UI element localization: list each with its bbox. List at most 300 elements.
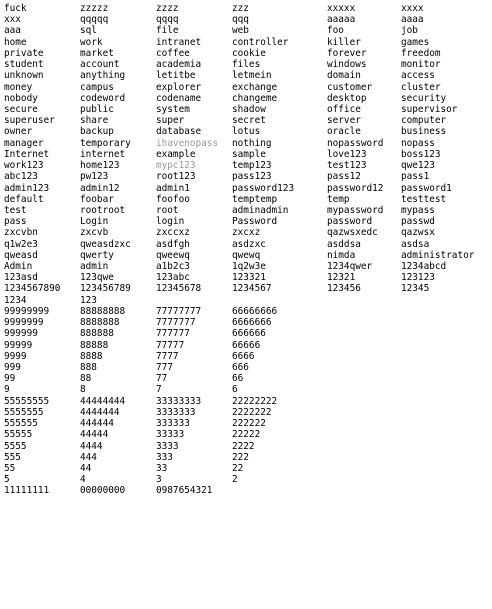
password-entry: mypass (401, 204, 435, 216)
password-entry: 555555 (4, 418, 38, 430)
password-entry (327, 396, 401, 407)
password-row (4, 115, 492, 126)
password-entry: windows (327, 59, 367, 71)
password-entry (327, 418, 401, 429)
password-entry: nopass (401, 137, 435, 149)
password-entry (401, 396, 492, 407)
password-entry: aaaaa (327, 14, 356, 26)
password-entry: letmein (232, 70, 272, 82)
password-entry: 123321 (232, 272, 266, 284)
password-entry: testtest (401, 193, 447, 205)
password-row (4, 48, 492, 59)
password-entry: 22222 (232, 429, 261, 441)
password-entry: asddsa (327, 238, 361, 250)
password-entry: system (156, 103, 190, 115)
password-entry (232, 295, 327, 306)
password-entry: password12 (327, 182, 384, 194)
password-entry: temptemp (232, 193, 278, 205)
password-entry: desktop (327, 92, 367, 104)
password-entry: 1234abcd (401, 261, 447, 273)
password-row (4, 474, 492, 485)
password-entry: domain (327, 70, 361, 82)
password-row (4, 384, 492, 395)
password-entry: 66666 (232, 339, 261, 351)
password-entry: nobody (4, 92, 38, 104)
password-entry: 123123 (401, 272, 435, 284)
password-entry (401, 351, 492, 362)
password-entry: 2 (232, 474, 238, 486)
password-entry: Admin (4, 261, 33, 273)
password-entry (401, 373, 492, 384)
password-entry: owner (4, 126, 33, 138)
password-entry (327, 485, 401, 496)
password-entry: asdfgh (156, 238, 190, 250)
password-entry: zzzzz (80, 3, 109, 14)
password-entry: aaaa (401, 14, 424, 26)
password-entry: money (4, 81, 33, 93)
password-row (4, 340, 492, 351)
password-entry: 88888 (80, 339, 109, 351)
password-entry: manager (4, 137, 44, 149)
password-entry: qweewq (156, 249, 190, 261)
password-entry (327, 362, 401, 373)
password-entry: 333333 (156, 418, 190, 430)
password-entry (401, 317, 492, 328)
password-entry (327, 306, 401, 317)
password-entry: 9999999 (4, 317, 44, 329)
password-row (4, 317, 492, 328)
password-entry: 66 (232, 373, 244, 385)
password-row (4, 306, 492, 317)
password-row (4, 261, 492, 272)
password-entry: password1 (401, 182, 452, 194)
password-entry: shadow (232, 103, 266, 115)
password-entry: nimda (327, 249, 356, 261)
password-entry: login (156, 216, 185, 228)
password-entry: admin12 (80, 182, 120, 194)
password-entry: q1w2e3 (4, 238, 38, 250)
password-entry (232, 485, 327, 496)
password-row (4, 351, 492, 362)
password-entry: exchange (232, 81, 278, 93)
password-entry: root (156, 204, 179, 216)
password-entry: 1234567 (232, 283, 272, 295)
password-entry: customer (327, 81, 373, 93)
password-entry: abc123 (4, 171, 38, 183)
password-entry: passwd (401, 216, 435, 228)
password-entry: 6666666 (232, 317, 272, 329)
password-entry: 123abc (156, 272, 190, 284)
password-entry: secure (4, 103, 38, 115)
password-entry (401, 362, 492, 373)
password-entry: 444444 (80, 418, 114, 430)
password-entry: 00000000 (80, 485, 126, 497)
password-entry: 1234 (4, 294, 27, 306)
password-entry: 8 (80, 384, 86, 396)
password-row (4, 295, 492, 306)
password-entry: zxcvbn (4, 227, 38, 239)
password-entry: 222 (232, 451, 249, 463)
password-entry: oracle (327, 126, 361, 138)
password-row (4, 441, 492, 452)
password-entry: 77777777 (156, 305, 202, 317)
password-entry: temp123 (232, 160, 272, 172)
password-row (4, 485, 492, 496)
password-entry: 77777 (156, 339, 185, 351)
password-row (4, 171, 492, 182)
password-entry: love123 (327, 148, 367, 160)
password-entry (327, 452, 401, 463)
password-entry: 123 (80, 294, 97, 306)
password-row (4, 239, 492, 250)
password-entry: 1q2w3e (232, 261, 266, 273)
password-row (4, 104, 492, 115)
password-entry: 8888888 (80, 317, 120, 329)
password-entry: file (156, 25, 179, 37)
password-entry: zxccxz (156, 227, 190, 239)
password-entry: 555 (4, 451, 21, 463)
password-row (4, 205, 492, 216)
password-row (4, 362, 492, 373)
password-entry: mypc123 (156, 160, 196, 172)
password-entry: qwe123 (401, 160, 435, 172)
password-entry: 99999 (4, 339, 33, 351)
password-entry: 88 (80, 373, 92, 385)
password-entry: administrator (401, 249, 475, 261)
password-entry: 123456789 (80, 283, 131, 295)
password-entry (327, 463, 401, 474)
password-entry: 5 (4, 474, 10, 486)
password-entry (401, 441, 492, 452)
password-entry: 6666 (232, 350, 255, 362)
password-entry: pass12 (327, 171, 361, 183)
password-entry: pass (4, 216, 27, 228)
password-entry: 888888 (80, 328, 114, 340)
password-entry (401, 340, 492, 351)
password-entry: codename (156, 92, 202, 104)
password-entry: 123qwe (80, 272, 114, 284)
password-row (4, 149, 492, 160)
password-entry: files (232, 59, 261, 71)
password-entry: anything (80, 70, 126, 82)
password-entry: backup (80, 126, 114, 138)
password-entry: 22 (232, 462, 244, 474)
password-row (4, 3, 492, 14)
password-entry: 12321 (327, 272, 356, 284)
password-entry: lotus (232, 126, 261, 138)
password-row (4, 216, 492, 227)
password-entry: market (80, 47, 114, 59)
password-entry: 88888888 (80, 305, 126, 317)
password-entry: work123 (4, 160, 44, 172)
password-entry: 5555 (4, 440, 27, 452)
password-entry: cookie (232, 47, 266, 59)
password-entry: 3333333 (156, 406, 196, 418)
password-entry: xxx (4, 14, 21, 26)
password-entry: 3333 (156, 440, 179, 452)
password-entry: 2222 (232, 440, 255, 452)
password-entry: public (80, 103, 114, 115)
password-entry: 7777777 (156, 317, 196, 329)
password-entry: nopassword (327, 137, 384, 149)
password-row (4, 138, 492, 149)
password-entry: intranet (156, 36, 202, 48)
password-entry: foobar (80, 193, 114, 205)
password-row (4, 160, 492, 171)
password-entry: 5555555 (4, 406, 44, 418)
password-entry: 44 (80, 462, 92, 474)
password-entry: test123 (327, 160, 367, 172)
password-entry: super (156, 115, 185, 127)
password-entry: zzz (232, 3, 249, 14)
password-entry: qweasdzxc (80, 238, 131, 250)
password-entry: controller (232, 36, 289, 48)
password-entry: 55555555 (4, 395, 50, 407)
password-row (4, 373, 492, 384)
password-entry: mypassword (327, 204, 384, 216)
password-row (4, 227, 492, 238)
password-entry: 55 (4, 462, 16, 474)
password-entry: sample (232, 148, 266, 160)
password-entry: office (327, 103, 361, 115)
password-entry: monitor (401, 59, 441, 71)
password-entry: 1234qwer (327, 261, 373, 273)
password-entry (327, 429, 401, 440)
password-entry: 7 (156, 384, 162, 396)
password-entry: asdsa (401, 238, 430, 250)
password-entry: student (4, 59, 44, 71)
password-entry: games (401, 36, 430, 48)
password-entry: 3 (156, 474, 162, 486)
password-entry: codeword (80, 92, 126, 104)
password-row (4, 250, 492, 261)
password-entry (401, 485, 492, 496)
password-row (4, 93, 492, 104)
password-entry: 123asd (4, 272, 38, 284)
password-entry: web (232, 25, 249, 37)
password-entry: 99 (4, 373, 16, 385)
password-entry (401, 407, 492, 418)
password-entry: Internet (4, 148, 50, 160)
password-row (4, 452, 492, 463)
password-entry: 22222222 (232, 395, 278, 407)
password-entry: 4444 (80, 440, 103, 452)
password-row (4, 418, 492, 429)
password-entry: zxcxz (232, 227, 261, 239)
password-entry: pass1 (401, 171, 430, 183)
password-entry: temporary (80, 137, 131, 149)
password-entry: share (80, 115, 109, 127)
password-entry: 9999 (4, 350, 27, 362)
password-entry (327, 373, 401, 384)
password-entry: qazwsx (401, 227, 435, 239)
password-entry: fuck (4, 3, 27, 14)
password-row (4, 328, 492, 339)
password-entry: admin123 (4, 182, 50, 194)
password-entry: 2222222 (232, 406, 272, 418)
password-entry: rootroot (80, 204, 126, 216)
password-entry: root123 (156, 171, 196, 183)
password-row (4, 70, 492, 81)
password-entry: xxxx (401, 3, 424, 14)
password-row (4, 126, 492, 137)
password-entry: temp (327, 193, 350, 205)
password-entry: 4 (80, 474, 86, 486)
password-entry: 999999 (4, 328, 38, 340)
password-entry: 444 (80, 451, 97, 463)
password-entry: 666 (232, 362, 249, 373)
password-entry: server (327, 115, 361, 127)
password-row (4, 407, 492, 418)
password-row (4, 59, 492, 70)
password-entry: qweasd (4, 249, 38, 261)
password-entry: 11111111 (4, 485, 50, 497)
password-entry: adminadmin (232, 204, 289, 216)
password-entry: unknown (4, 70, 44, 82)
password-entry: 1234567890 (4, 283, 61, 295)
password-entry (327, 295, 401, 306)
password-row (4, 194, 492, 205)
password-entry: coffee (156, 47, 190, 59)
password-entry: 123456 (327, 283, 361, 295)
password-entry: 666666 (232, 328, 266, 340)
password-entry (401, 474, 492, 485)
password-entry: Login (80, 216, 109, 228)
password-entry: qwewq (232, 249, 261, 261)
password-row (4, 429, 492, 440)
password-entry: 333 (156, 451, 173, 463)
password-entry: campus (80, 81, 114, 93)
password-entry (401, 418, 492, 429)
password-entry: 12345 (401, 283, 430, 295)
password-entry: academia (156, 59, 202, 71)
password-entry: pw123 (80, 171, 109, 183)
password-entry: 4444444 (80, 406, 120, 418)
password-entry (327, 474, 401, 485)
password-entry: home123 (80, 160, 120, 172)
password-entry: password (327, 216, 373, 228)
password-entry (401, 463, 492, 474)
password-entry: sql (80, 25, 97, 37)
password-row (4, 37, 492, 48)
password-entry: 6 (232, 384, 238, 396)
password-entry: zzzz (156, 3, 179, 14)
password-entry: xxxxx (327, 3, 356, 14)
password-row (4, 396, 492, 407)
password-entry (327, 340, 401, 351)
password-entry (327, 317, 401, 328)
password-entry: ihavenopass (156, 137, 219, 149)
password-entry: 44444444 (80, 395, 126, 407)
password-entry: 66666666 (232, 305, 278, 317)
password-entry: 99999999 (4, 305, 50, 317)
password-entry: secret (232, 115, 266, 127)
password-row (4, 183, 492, 194)
password-entry (327, 384, 401, 395)
password-entry: qwerty (80, 249, 114, 261)
password-entry: 8888 (80, 350, 103, 362)
password-entry: business (401, 126, 447, 138)
password-entry: 888 (80, 362, 97, 373)
password-entry (401, 295, 492, 306)
password-entry: password123 (232, 182, 295, 194)
password-entry: asdzxc (232, 238, 266, 250)
password-entry: 999 (4, 362, 21, 373)
password-entry: changeme (232, 92, 278, 104)
password-entry: 33333333 (156, 395, 202, 407)
password-entry: killer (327, 36, 361, 48)
password-entry: qqq (232, 14, 249, 26)
password-entry: default (4, 193, 44, 205)
password-entry: 7777 (156, 350, 179, 362)
password-entry: freedom (401, 47, 441, 59)
password-row (4, 14, 492, 25)
password-entry: 777777 (156, 328, 190, 340)
password-entry: explorer (156, 81, 202, 93)
password-entry (401, 328, 492, 339)
password-entry: 222222 (232, 418, 266, 430)
password-entry (327, 328, 401, 339)
password-row (4, 272, 492, 283)
password-entry: qqqqq (80, 14, 109, 26)
password-entry: 44444 (80, 429, 109, 441)
password-entry: 12345678 (156, 283, 202, 295)
password-entry: internet (80, 148, 126, 160)
password-row (4, 463, 492, 474)
password-entry: computer (401, 115, 447, 127)
password-entry: home (4, 36, 27, 48)
password-entry: admin1 (156, 182, 190, 194)
password-entry: a1b2c3 (156, 261, 190, 273)
password-entry: pass123 (232, 171, 272, 183)
password-entry (401, 429, 492, 440)
password-row (4, 82, 492, 93)
password-entry: work (80, 36, 103, 48)
password-entry: qazwsxedc (327, 227, 378, 239)
password-entry (401, 452, 492, 463)
password-row (4, 25, 492, 36)
password-entry: foofoo (156, 193, 190, 205)
password-entry (327, 441, 401, 452)
password-entry: 77 (156, 373, 168, 385)
password-entry: private (4, 47, 44, 59)
password-entry: admin (80, 261, 109, 273)
password-entry: 55555 (4, 429, 33, 441)
password-entry (156, 295, 232, 306)
password-entry: 0987654321 (156, 485, 213, 497)
password-entry: 33 (156, 462, 168, 474)
password-entry (401, 306, 492, 317)
password-entry (401, 384, 492, 395)
password-entry: access (401, 70, 435, 82)
password-entry: account (80, 59, 120, 71)
password-entry: foo (327, 25, 344, 37)
password-entry: cluster (401, 81, 441, 93)
password-entry: test (4, 204, 27, 216)
password-entry (327, 407, 401, 418)
password-entry: 777 (156, 362, 173, 373)
password-entry: qqqq (156, 14, 179, 26)
password-row (4, 283, 492, 294)
password-entry (327, 351, 401, 362)
password-entry: 9 (4, 384, 10, 396)
password-entry: letitbe (156, 70, 196, 82)
password-entry: Password (232, 216, 278, 228)
password-entry: zxcvb (80, 227, 109, 239)
password-entry: boss123 (401, 148, 441, 160)
password-entry: nothing (232, 137, 272, 149)
password-entry: forever (327, 47, 367, 59)
